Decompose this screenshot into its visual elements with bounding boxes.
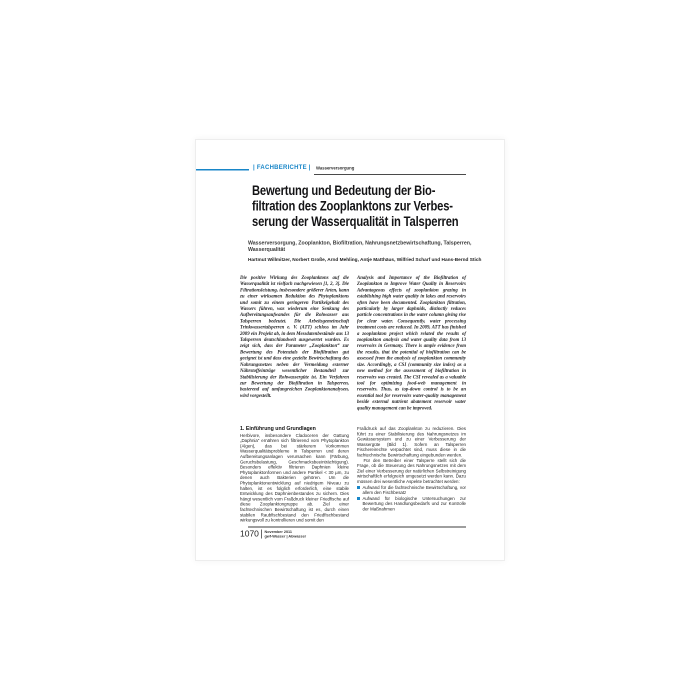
keywords-line: Wasserversorgung, Zooplankton, Biofiltration, Nahrungsnetzbewirtschaftung, Talsperren, Wasserqualität — [248, 240, 472, 253]
bullet-list — [357, 485, 466, 512]
bullet-text: Aufwand für die fachtechnische Bewirtschaftung, vor allem den Fischbesatz — [362, 484, 466, 496]
footer-divider — [261, 530, 262, 539]
article-title-line: serung der Wasserqualität in Talsperren — [252, 214, 459, 229]
body-col-left — [240, 426, 349, 523]
article-page-content — [196, 140, 506, 562]
section-paragraph: Für den Betreiber einer Talsperre stellt sich die Frage, ob die Steuerung des Nahrungsnetzes mit dem Ziel einer Verbesserung der natürlichen Selbstreinigung wirtschaftlich erfolgreich umgesetzt werden kann. Dazu müssen drei wesentliche Aspekte betrachtet werden: — [357, 457, 466, 484]
article-title-line: filtration des Zooplanktons zur Verbes- — [252, 198, 453, 214]
header-rule-right — [314, 174, 466, 175]
abstract-english — [357, 275, 466, 411]
header-rule-left — [196, 169, 249, 171]
bullet-text: Aufwand für biologische Untersuchungen zur Bewertung des Handlungsbedarfs und zur Kontrolle der Maßnahmen — [362, 495, 466, 512]
article-page-sheet — [195, 139, 505, 561]
square-bullet-icon — [357, 486, 360, 489]
page-number: 1070 — [240, 529, 259, 539]
abstract-block — [240, 275, 466, 411]
section-paragraph: Herbivore, insbesondere Cladoceren der Gattung „Daphnia“ ernähren sich filtrierend vom Phytoplankton (Algen), das bei stärkerem Vorkommen Wasserqualitätsprobleme in Talsperren und deren Aufbereitungsanlagen verursachen kann (Färbung, Geruchsbelastung, Geschmacksbeeinträchtigung). Besonders effektiv filtrieren Daphnien kleine Phytoplanktonformen und andere Partikel < 30 µm, zu denen auch Bakterien gehören. Um die Phytoplanktonentwicklung auf niedrigem Niveau zu halten, ist es folglich erforderlich, eine stabile Entwicklung des Daphnienbestandes zu sichern. Dies hängt wesentlich vom Fraßdruck kleiner Friedfische auf diese Zooplanktongruppe ab. Ziel einer fachtechnischen Bewirtschaftung ist es, durch einen stabilen Raubfischbestand den Friedfischbestand wirkungsvoll zu kontrollieren und somit den — [240, 432, 349, 523]
footer-rule — [248, 527, 466, 528]
abstract-english-heading: Analysis and Importance of the Biofiltration of Zooplankton to Improve Water Quality in Reservoirs — [357, 275, 466, 287]
section-heading: 1. Einführung und Grundlagen — [240, 425, 316, 432]
article-title-line: Bewertung und Bedeutung der Bio- — [252, 183, 436, 198]
abstract-german: Die positive Wirkung des Zooplanktons auf die Wasserqualität ist vielfach nachgewiesen [1, 2, 3]. Die Filtrationsleistung, insbesondere größerer Arten, kann zu einer wirksamen Reduktion des Phytoplanktons und somit zu einem geringeren Partikelgehalt des Wassers führen, was wiederum eine Senkung des Aufbereitungsaufwandes für die Rohwasser aus Talsperren bedeutet. Die Arbeitsgemeinschaft Trinkwassertalsperren e. V. (ATT) schloss im Jahr 2009 ein Projekt ab, in dem Messdatenbestände aus 13 Talsperren deutschlandweit ausgewertet wurden. Es zeigt sich, dass der Parameter „Zooplankton“ zur Bewertung des Potenzials der Biofiltration gut geeignet ist und dass eine gezielte Bewirtschaftung des Nahrungsnetzes neben der Vermeidung externer Nährstoffeinträge wesentlicher Bestandteil zur Stabilisierung der Rohwassergüte ist. Ein Verfahren zur Bewertung der Biofiltration in Talsperren, basierend auf umfangreichen Zooplanktonanalysen, wird vorgestellt. — [240, 275, 349, 399]
article-title — [252, 183, 477, 230]
section-1-block — [240, 426, 466, 523]
bullet-item — [357, 496, 466, 512]
footer-issue-line: November 2011 — [264, 529, 293, 534]
abstract-english-text: Advantageous effects of zooplankton grazing in establishing high water quality in lakes and reservoirs often have been documented. Zooplankton filtration, particularly by larger daphnids, distinctly reduces particle concentrations in the water column giving rise for clear water. Consequently, water processing treatment costs are reduced. In 2009, ATT has finished a zooplankton project which related the results of zooplankton analysis and water quality data from 13 reservoirs in Germany. There is ample evidence from the results, that the potential of biofiltration can be assessed from the analysis of zooplankton community size. Accordingly, a CSI (community size index) as a new method for the assessment of biofiltration in reservoirs was created. The CSI revealed as a valuable tool for optimizing food-web management in reservoirs. Thus, as top-down control is to be an essential tool for reservoirs water-quality management beside external nutrient abatement reservoir water quality management can be improved. — [357, 287, 466, 411]
bullet-item — [357, 485, 466, 496]
square-bullet-icon — [357, 497, 360, 500]
footer-journal-info — [265, 530, 307, 539]
journal-topic-label: Wasserversorgung — [316, 165, 355, 171]
footer-journal-line: gwf-Wasser | Abwasser — [264, 533, 307, 539]
authors-line: Hartmut Willmitzer, Norbert Große, Arnd Mehling, Antje Matthäus, Wilfried Scharf und Hans-Bernd Stich — [248, 257, 482, 263]
section-paragraph: Fraßdruck auf das Zooplankton zu reduzieren. Dies führt zu einer Stabilisierung des Nahrungsnetzes im Gewässersystem und zu einer Verbesserung der Wassergüte (Bild 1). Sofern an Talsperren Fischereirechte verpachtet sind, muss diese in die fachtechnische Bewirtschaftung eingebunden werden. — [357, 426, 466, 458]
body-col-right — [357, 426, 466, 512]
journal-section-label: | FACHBERICHTE | — [253, 163, 311, 171]
